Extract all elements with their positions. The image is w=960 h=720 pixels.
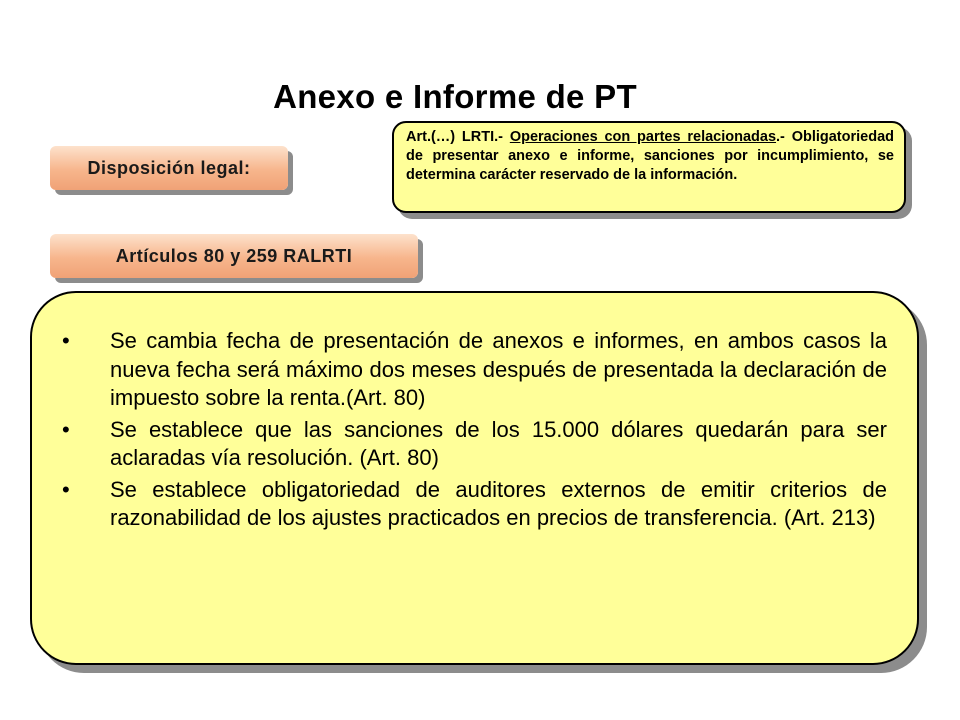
disposicion-legal-text: Disposición legal: — [87, 157, 251, 178]
bullet-icon: • — [62, 328, 70, 353]
article-note-link-text: Operaciones con partes relacionadas — [509, 129, 777, 145]
bullet-icon: • — [62, 416, 70, 442]
bullet-item — [60, 476, 887, 533]
bullet-text: Se establece que las sanciones de los 15.000 dólares quedarán para ser aclaradas vía resolución. (Art. 80) — [110, 416, 887, 470]
bullet-list — [60, 327, 887, 533]
article-note-suffix: .- Obligatoriedad de presentar anexo e informe, sanciones por incumplimiento, se determina carácter reservado de la información. — [406, 129, 895, 183]
bullet-item — [60, 327, 887, 413]
bullet-icon: • — [62, 476, 70, 502]
disposicion-legal-label — [50, 146, 288, 190]
article-note-box — [392, 121, 906, 213]
slide-title: Anexo e Informe de PT — [273, 78, 637, 115]
articulos-label — [50, 234, 418, 278]
content-box — [30, 291, 919, 665]
article-note-prefix: Art.(…) LRTI.- — [406, 129, 510, 145]
bullet-item — [60, 416, 887, 473]
articulos-text: Artículos 80 y 259 RALRTI — [115, 245, 353, 266]
bullet-text: Se cambia fecha de presentación de anexos e informes, en ambos casos la nueva fecha será máximo dos meses después de presentada la declaración de impuesto sobre la renta.(Art. 80) — [110, 328, 887, 410]
bullet-text: Se establece obligatoriedad de auditores externos de emitir criterios de razonabilidad de los ajustes practicados en precios de transferencia. (Art. 213) — [110, 476, 887, 530]
